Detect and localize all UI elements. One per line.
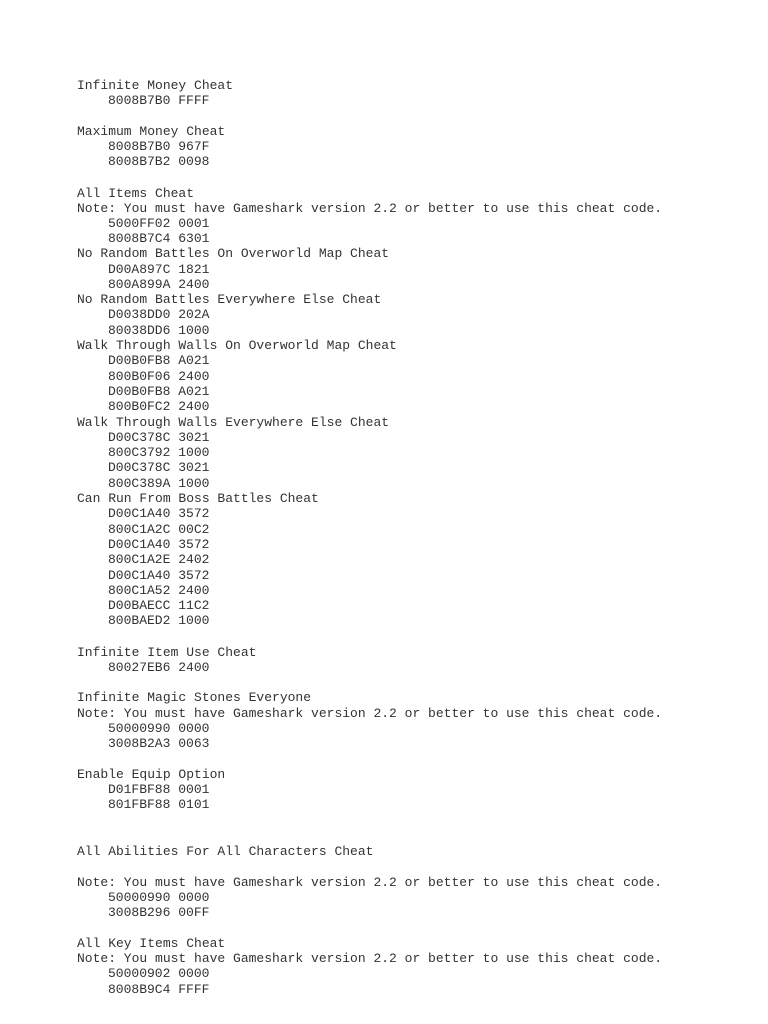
cheat-code: D0038DD0 202A bbox=[108, 307, 210, 322]
cheat-title: Infinite Item Use Cheat bbox=[77, 645, 257, 660]
cheat-title: Infinite Money Cheat bbox=[77, 78, 234, 93]
cheat-code: 80027EB6 2400 bbox=[108, 660, 210, 675]
cheat-note: Note: You must have Gameshark version 2.2 or better to use this cheat code. bbox=[77, 951, 663, 966]
cheat-code: 3008B2A3 0063 bbox=[108, 736, 210, 751]
cheat-title: Infinite Magic Stones Everyone bbox=[77, 690, 312, 705]
cheat-code: 800C3792 1000 bbox=[108, 445, 210, 460]
cheat-code: 800C389A 1000 bbox=[108, 476, 210, 491]
cheat-code: D00C378C 3021 bbox=[108, 430, 210, 445]
cheat-title: No Random Battles Everywhere Else Cheat bbox=[77, 292, 382, 307]
cheat-code: D00BAECC 11C2 bbox=[108, 598, 210, 613]
cheat-code: 3008B296 00FF bbox=[108, 905, 210, 920]
cheat-code: D00B0FB8 A021 bbox=[108, 353, 210, 368]
cheat-code: 800BAED2 1000 bbox=[108, 613, 210, 628]
cheat-code: 800C1A2E 2402 bbox=[108, 552, 210, 567]
cheat-title: All Abilities For All Characters Cheat bbox=[77, 844, 374, 859]
cheat-title: Walk Through Walls Everywhere Else Cheat bbox=[77, 415, 390, 430]
cheat-title: Maximum Money Cheat bbox=[77, 124, 226, 139]
cheat-code: D00C1A40 3572 bbox=[108, 537, 210, 552]
cheat-code: 800B0F06 2400 bbox=[108, 369, 210, 384]
cheat-code: 800C1A2C 00C2 bbox=[108, 522, 210, 537]
cheat-code: 8008B7C4 6301 bbox=[108, 231, 210, 246]
cheat-code: 50000902 0000 bbox=[108, 966, 210, 981]
cheat-note: Note: You must have Gameshark version 2.2 or better to use this cheat code. bbox=[77, 201, 663, 216]
cheat-title: All Items Cheat bbox=[77, 186, 195, 201]
cheat-code: 8008B7B0 FFFF bbox=[108, 93, 210, 108]
cheat-title: Enable Equip Option bbox=[77, 767, 226, 782]
cheat-code: D00C1A40 3572 bbox=[108, 568, 210, 583]
cheat-title: Walk Through Walls On Overworld Map Cheat bbox=[77, 338, 397, 353]
cheat-code: D00B0FB8 A021 bbox=[108, 384, 210, 399]
cheat-code: 50000990 0000 bbox=[108, 721, 210, 736]
cheat-code: 8008B9C4 FFFF bbox=[108, 982, 210, 997]
cheat-code: 8008B7B2 0098 bbox=[108, 154, 210, 169]
cheat-code: D00A897C 1821 bbox=[108, 262, 210, 277]
cheat-code: D00C1A40 3572 bbox=[108, 506, 210, 521]
cheat-note: Note: You must have Gameshark version 2.2 or better to use this cheat code. bbox=[77, 875, 663, 890]
cheat-code: 50000990 0000 bbox=[108, 890, 210, 905]
cheat-code: 800C1A52 2400 bbox=[108, 583, 210, 598]
cheat-code: 80038DD6 1000 bbox=[108, 323, 210, 338]
cheat-code: 801FBF88 0101 bbox=[108, 797, 210, 812]
cheat-code: D01FBF88 0001 bbox=[108, 782, 210, 797]
cheat-note: Note: You must have Gameshark version 2.2 or better to use this cheat code. bbox=[77, 706, 663, 721]
cheat-code: 5000FF02 0001 bbox=[108, 216, 210, 231]
cheat-title: No Random Battles On Overworld Map Cheat bbox=[77, 246, 390, 261]
cheat-title: All Key Items Cheat bbox=[77, 936, 226, 951]
cheat-code: 800A899A 2400 bbox=[108, 277, 210, 292]
cheat-code: 800B0FC2 2400 bbox=[108, 399, 210, 414]
cheat-title: Can Run From Boss Battles Cheat bbox=[77, 491, 319, 506]
cheat-code: D00C378C 3021 bbox=[108, 460, 210, 475]
cheat-code: 8008B7B0 967F bbox=[108, 139, 210, 154]
